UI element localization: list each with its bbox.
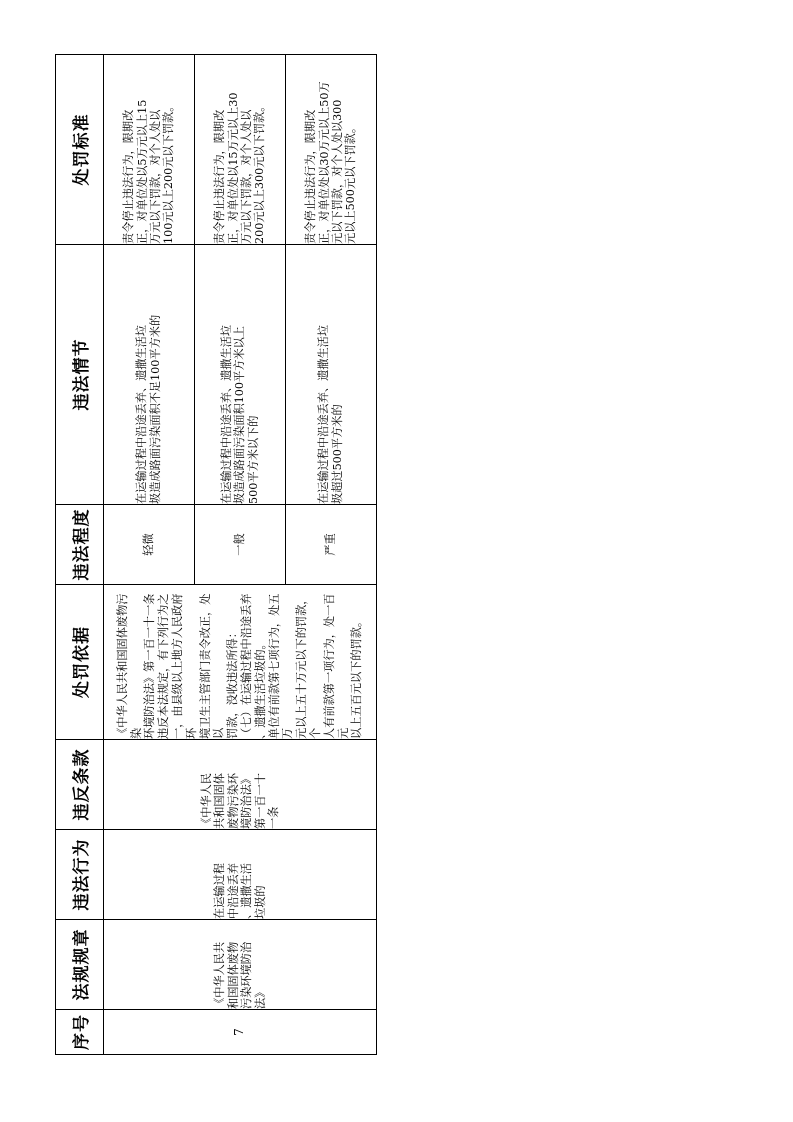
standard-cell-minor (104, 55, 195, 245)
act-line: 在运输过程 (213, 863, 226, 919)
circumstance-line: 500平方米以下的 (246, 415, 260, 504)
circumstance-line: 在运输过程中沿途丢弃、遗撒生活垃 (219, 324, 233, 504)
law-line: 法》 (253, 986, 267, 1009)
standard-line: 元以上500元以下罚款。 (344, 121, 358, 244)
penalty-table (55, 54, 377, 1055)
law-cell (104, 920, 377, 1010)
table-row (104, 55, 195, 1055)
standard-line: 责令停止违法行为，限期改 (304, 109, 318, 244)
basis-line: 《中华人民共和国固体废物污染 (115, 593, 143, 739)
act-line: 中沿途丢弃 (226, 863, 240, 919)
clause-line: 境防治法》 (240, 773, 253, 829)
basis-line: 一，由县级以上地方人民政府环 (171, 593, 198, 739)
standard-cell-severe (285, 55, 376, 245)
degree-cell-severe: 严重 (285, 505, 376, 585)
standard-line: 100元以上200元以下罚款。 (162, 100, 176, 244)
standard-line: 万元以下罚款，对个人处以 (239, 109, 253, 244)
header-degree: 违法程度 (56, 505, 104, 585)
standard-line: 200元以上300元以下罚款。 (253, 100, 267, 244)
clause-line: 废物污染环 (226, 773, 240, 829)
degree-cell-minor: 轻微 (104, 505, 195, 585)
degree-cell-general: 一般 (194, 505, 285, 585)
circumstance-line: 圾造成路面污染面积不足100平方米的 (148, 314, 162, 504)
header-law: 法规规章 (56, 920, 104, 1010)
basis-line: 单位有前款第七项行为，处五万 (267, 593, 295, 739)
clause-cell (104, 740, 377, 830)
basis-line: 元以上五十万元以下的罚款，个 (295, 593, 322, 739)
header-standard: 处罚标准 (56, 55, 104, 245)
header-clause: 违反条款 (56, 740, 104, 830)
standard-line: 万元以下罚款，对个人处以 (148, 109, 162, 244)
law-line: 《中华人民共 (213, 941, 226, 1009)
rotated-table-container (55, 55, 377, 1055)
basis-line: 、遗撒生活垃圾的。 (253, 638, 267, 739)
clause-line: 第一百一十 (253, 773, 267, 829)
header-circumstance: 违法情节 (56, 245, 104, 505)
standard-line: 责令停止违法行为，限期改 (213, 109, 227, 244)
standard-cell-general (194, 55, 285, 245)
header-basis: 处罚依据 (56, 585, 104, 740)
circumstance-line: 圾造成路面污染面积100平方米以上 (233, 326, 247, 504)
header-row (56, 55, 104, 1055)
circumstance-cell-minor (104, 245, 195, 505)
basis-line: 违反本法规定，有下列行为之 (157, 593, 171, 739)
basis-line: 境卫生主管部门责令改正，处以 (198, 593, 226, 739)
law-line: 污染环境防治 (240, 941, 253, 1009)
header-act: 违法行为 (56, 830, 104, 920)
act-line: 、遗撒生活 (240, 863, 253, 919)
seq-cell: 7 (104, 1010, 377, 1055)
act-cell (104, 830, 377, 920)
standard-line: 元以下罚款，对个人处以300 (330, 99, 344, 244)
act-line: 垃圾的 (253, 885, 267, 919)
basis-line: （七）在运输过程中沿途丢弃 (240, 593, 253, 739)
basis-line: 以上五百元以下的罚款。 (350, 615, 364, 739)
circumstance-line: 在运输过程中沿途丢弃、遗撒生活垃 (135, 324, 149, 504)
law-line: 和国固体废物 (226, 941, 240, 1009)
header-seq: 序号 (56, 1010, 104, 1055)
basis-line: 人有前款第一项行为，处一百元 (322, 593, 350, 739)
circumstance-cell-general (194, 245, 285, 505)
circumstance-line: 在运输过程中沿途丢弃、遗撒生活垃 (317, 324, 331, 504)
standard-line: 正，对单位处以5万元以上15 (135, 99, 149, 244)
standard-line: 正，对单位处以15万元以上30 (226, 92, 240, 244)
basis-line: 罚款，没收违法所得： (226, 627, 240, 739)
clause-line: 《中华人民 (199, 773, 213, 829)
circumstance-cell-severe (285, 245, 376, 505)
basis-cell (104, 585, 377, 740)
standard-line: 责令停止违法行为，限期改 (122, 109, 136, 244)
clause-line: 一条 (267, 806, 280, 829)
clause-line: 共和国固体 (213, 773, 226, 829)
standard-line: 正，对单位处以30万元以上50万 (317, 81, 331, 244)
basis-line: 环境防治法》第一百一十一条 (143, 593, 157, 739)
circumstance-line: 圾超过500平方米的 (330, 404, 344, 504)
